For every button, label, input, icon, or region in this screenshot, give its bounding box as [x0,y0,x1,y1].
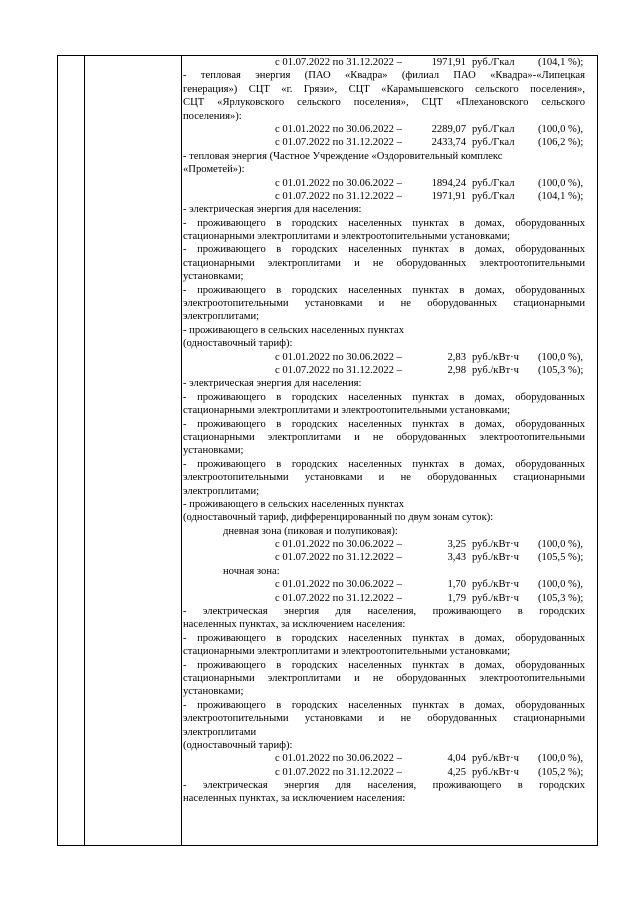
tariff-rate-row [183,551,585,564]
text-line: - тепловая энергия (Частное Учреждение «Оздоровительный комплекс [183,150,503,162]
text-line: (одноставочный тариф): [183,739,293,751]
rate-unit: руб./кВт·ч [472,579,519,591]
column-divider-1 [84,56,85,845]
rate-percent: (105,3 %); [538,364,584,376]
rate-period: с 01.01.2022 по 30.06.2022 – [275,351,402,363]
zone-heading: дневная зона (пиковая и полупиковая): [223,525,398,537]
rate-unit: руб./Гкал [472,137,515,149]
text-line: стационарными электроплитами и не оборудованных электроотопительными [183,257,585,269]
tariff-rate-row [183,123,585,136]
text-line: «Прометей»): [183,164,245,176]
text-line: - электрическая энергия для населения: [183,378,362,390]
text-line: населенных пунктах, за исключением населения: [183,619,406,631]
text-line: - электрическая энергия для населения, проживающего в городских [183,606,585,618]
rate-value: 3,43 [447,552,466,564]
rate-unit: руб./кВт·ч [472,539,519,551]
rate-unit: руб./Гкал [472,123,515,135]
text-line: - проживающего в городских населенных пунктах в домах, оборудованных [183,699,585,711]
text-line: электроплитами [183,726,257,738]
rate-percent: (104,1 %); [538,57,584,68]
rate-unit: руб./кВт·ч [472,364,519,376]
rate-unit: руб./кВт·ч [472,351,519,363]
rate-percent: (105,2 %); [538,766,584,778]
text-line: установками; [183,686,244,698]
rate-period: с 01.01.2022 по 30.06.2022 – [275,539,402,551]
rate-percent: (105,5 %); [538,552,584,564]
text-line: - проживающего в городских населенных пунктах в домах, оборудованных [183,659,585,671]
rate-period: с 01.07.2022 по 31.12.2022 – [275,766,402,778]
rate-period: с 01.07.2022 по 31.12.2022 – [275,592,402,604]
rate-period: с 01.01.2022 по 30.06.2022 – [275,177,402,189]
rate-period: с 01.07.2022 по 31.12.2022 – [275,190,402,202]
tariff-text-column [183,56,585,806]
text-line: стационарными электроплитами и не оборудованных электроотопительными [183,431,585,443]
rate-value: 4,04 [447,753,466,765]
rate-percent: (104,1 %); [538,190,584,202]
rate-period: с 01.07.2022 по 31.12.2022 – [275,137,402,149]
rate-period: с 01.07.2022 по 31.12.2022 – [275,364,402,376]
rate-percent: (100,0 %), [538,539,584,551]
rate-period: с 01.07.2022 по 31.12.2022 – [275,57,402,68]
text-line: СЦТ «Ярлуковского сельского поселения», СЦТ «Плехановского сельского [183,97,585,109]
text-line: - проживающего в городских населенных пунктах в домах, оборудованных [183,244,585,256]
tariff-rate-row [183,177,585,190]
tariff-rate-row [183,578,585,591]
text-line: населенных пунктах, за исключением населения: [183,793,406,805]
rate-period: с 01.01.2022 по 30.06.2022 – [275,123,402,135]
rate-unit: руб./кВт·ч [472,766,519,778]
text-line: (одноставочный тариф): [183,338,293,350]
tariff-rate-row [183,538,585,551]
text-line: - проживающего в городских населенных пунктах в домах, оборудованных [183,632,585,644]
text-line: поселения»): [183,110,242,122]
rate-value: 1971,91 [431,57,466,68]
rate-period: с 01.01.2022 по 30.06.2022 – [275,579,402,591]
tariff-rate-row [183,592,585,605]
rate-value: 1,70 [447,579,466,591]
rate-unit: руб./Гкал [472,57,515,68]
text-line: - проживающего в сельских населенных пунктах [183,324,404,336]
tariff-rate-row [183,351,585,364]
rate-percent: (106,2 %); [538,137,584,149]
rate-value: 1894,24 [431,177,466,189]
text-line: стационарными электроплитами и не оборудованных электроотопительными [183,672,585,684]
rate-percent: (105,3 %); [538,592,584,604]
rate-percent: (100,0 %), [538,177,584,189]
text-line: стационарными электроплитами и электроотопительными установками; [183,646,511,658]
text-line: генерация») СЦТ «г. Грязи», СЦТ «Карамышевского сельского поселения», [183,83,585,95]
text-line: - проживающего в городских населенных пунктах в домах, оборудованных [183,458,585,470]
rate-percent: (100,0 %), [538,351,584,363]
rate-value: 3,25 [447,539,466,551]
text-line: - проживающего в городских населенных пунктах в домах, оборудованных [183,391,585,403]
rate-unit: руб./кВт·ч [472,552,519,564]
tariff-rate-row [183,56,585,69]
rate-unit: руб./кВт·ч [472,592,519,604]
tariff-rate-row [183,766,585,779]
text-line: стационарными электроплитами и электроотопительными установками; [183,231,511,243]
rate-value: 2,83 [447,351,466,363]
text-line: - проживающего в городских населенных пунктах в домах, оборудованных [183,418,585,430]
rate-value: 1,79 [447,592,466,604]
rate-unit: руб./Гкал [472,177,515,189]
text-line: - электрическая энергия для населения, проживающего в городских [183,780,585,792]
rate-unit: руб./кВт·ч [472,753,519,765]
tariff-rate-row [183,190,585,203]
text-line: электроотопительными установками и не оборудованных стационарными [183,298,585,310]
text-line: электроотопительными установками и не оборудованных стационарными [183,472,585,484]
text-line: установками; [183,445,244,457]
text-line: - тепловая энергия (ПАО «Квадра» (филиал ПАО «Квадра»-«Липецкая [183,70,585,82]
rate-value: 1971,91 [431,190,466,202]
rate-unit: руб./Гкал [472,190,515,202]
text-line: электроотопительными установками и не оборудованных стационарными [183,713,585,725]
rate-percent: (100,0 %), [538,753,584,765]
tariff-rate-row [183,752,585,765]
text-line: стационарными электроплитами и электроотопительными установками; [183,405,511,417]
rate-value: 2289,07 [431,123,466,135]
rate-value: 4,25 [447,766,466,778]
text-line: - проживающего в городских населенных пунктах в домах, оборудованных [183,284,585,296]
rate-value: 2,98 [447,364,466,376]
rate-period: с 01.01.2022 по 30.06.2022 – [275,753,402,765]
text-line: электроплитами; [183,485,260,497]
rate-percent: (100,0 %), [538,123,584,135]
text-line: установками; [183,271,244,283]
rate-value: 2433,74 [431,137,466,149]
tariff-rate-row [183,364,585,377]
text-line: - проживающего в городских населенных пунктах в домах, оборудованных [183,217,585,229]
tariff-rate-row [183,136,585,149]
text-line: электроплитами; [183,311,260,323]
column-divider-2 [181,56,182,845]
text-line: - электрическая энергия для населения: [183,204,362,216]
text-line: (одноставочный тариф, дифференцированный по двум зонам суток): [183,512,494,524]
text-line: - проживающего в сельских населенных пунктах [183,498,404,510]
rate-period: с 01.07.2022 по 31.12.2022 – [275,552,402,564]
rate-percent: (100,0 %), [538,579,584,591]
zone-heading: ночная зона: [223,565,280,577]
